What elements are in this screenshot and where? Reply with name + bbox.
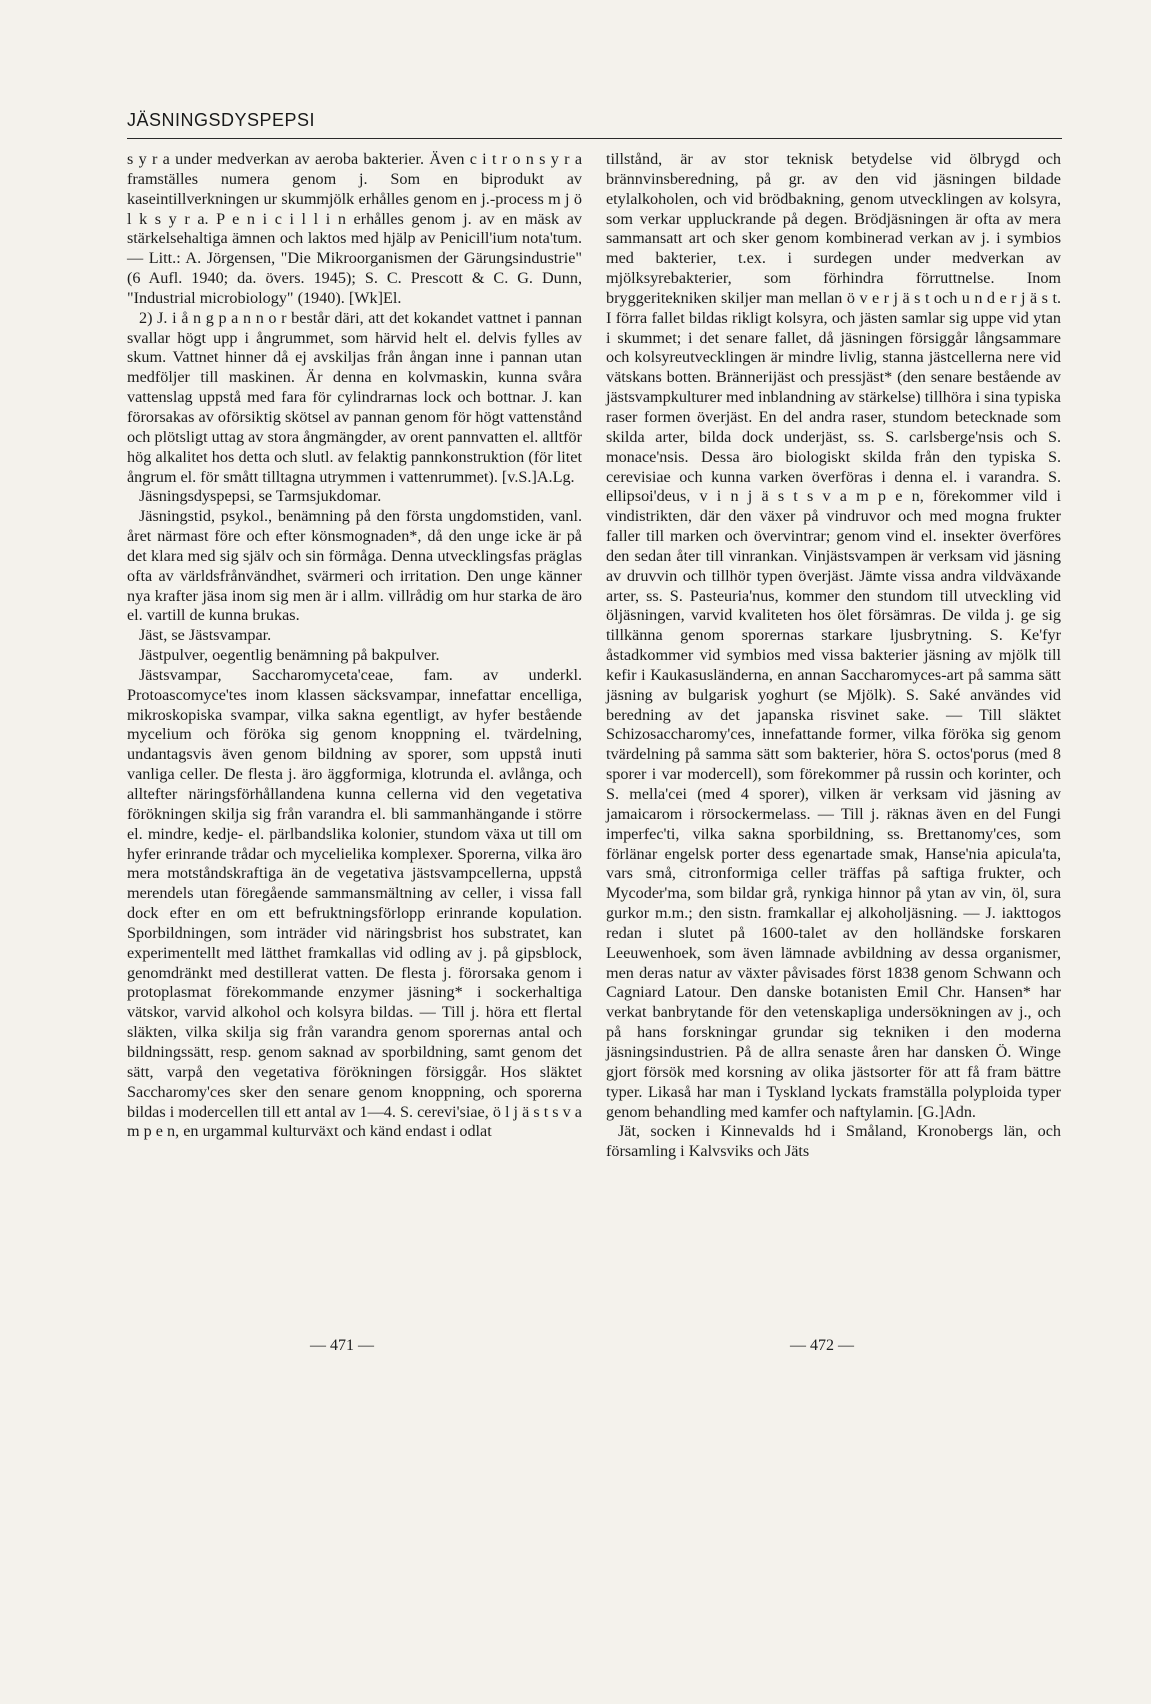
entry-jasningstid: Jäsningstid, psykol., benämning på den första ungdomstiden, vanl. året närmast före och efter könsmognaden*, då den unge icke är på det klara med sig själv och sin förmåga. Denna utvecklingsfas präglas ofta av världsfrånvändhet, svärmeri och irritation. Den unge känner nya krafter jäsa inom sig men är i allm. villrådig om hur starka de äro el. vartill de kunna brukas.	[127, 507, 582, 625]
entry-jat: Jät, socken i Kinnevalds hd i Småland, Kronobergs län, och församling i Kalvsviks och Jäts	[606, 1122, 1061, 1161]
right-column	[606, 150, 1061, 1162]
entry-jastpulver: Jästpulver, oegentlig benämning på bakpulver.	[139, 646, 440, 665]
entry-jasningsdyspepsi: Jäsningsdyspepsi, se Tarmsjukdomar.	[139, 487, 382, 506]
page-number-right: — 472 —	[790, 1337, 854, 1354]
entry-jast: Jäst, se Jästsvampar.	[139, 626, 272, 645]
page-number-left: — 471 —	[310, 1337, 374, 1354]
header-rule	[127, 138, 1062, 139]
paragraph: 2) J. i å n g p a n n o r består däri, att det kokandet vattnet i pannan svallar högt upp i ångrummet, som härvid helt el. delvis fylles av skum. Vattnet hinner då ej avskiljas från ångan inne i pannan utan medföljer till maskinen. Är denna en kolvmaskin, kunna svåra vattenslag uppstå med fara för cylindrarnas lock och bottnar. J. kan förorsakas av oförsiktig skötsel av pannan genom för högt vattenstånd och plötsligt uttag av stora ångmängder, av orent pannvatten el. alltför hög alkalitet hos detta och slutl. av felaktig pannkonstruktion (för litet ångrum el. för smått tilltagna utrymmen i vattenrummet). [v.S.]A.Lg.	[127, 308, 582, 486]
running-head: JÄSNINGSDYSPEPSI	[127, 110, 316, 130]
entry-jastsvampar: Jästsvampar, Saccharomyceta'ceae, fam. av underkl. Protoascomyce'tes inom klassen säcksvampar, innefattar encelliga, mikroskopiska svampar, vilka sakna egentligt, av hyfer bestående mycelium och föröka sig genom knoppning el. tvärdelning, undantagsvis även genom bildning av sporer, som uppstå inuti vanliga celler. De flesta j. äro äggformiga, klotrunda el. avlånga, och alltefter näringsförhållandena kunna cellerna vid den vegetativa förökningen skilja sig från varandra el. bli sammanhängande i större el. mindre, kedje- el. pärlbandslika kolonier, stundom växa ut till om hyfer erinrande trådar och mycelielika komplexer. Sporerna, vilka äro mera motståndskraftiga än de vegetativa jästsvampcellerna, uppstå merendels utan föregående sammansmältning av celler, i vissa fall dock efter en om ett befruktningsförlopp erinrande kopulation. Sporbildningen, som inträder vid näringsbrist hos substratet, kan experimentellt med lätthet framkallas vid odling av j. på gipsblock, genomdränkt med destillerat vatten. De flesta j. förorsaka genom i protoplasmat förekommande enzymer jäsning* i sockerhaltiga vätskor, varvid alkohol och kolsyra bildas. — Till j. höra ett flertal släkten, vilka skilja sig från varandra genom sporernas antal och bildningssätt, resp. genom saknad av sporbildning, samt genom det sätt, varpå den vegetativa förökningen försiggår. Hos släktet Saccharomy'ces sker den senare genom knoppning, och sporerna bildas i modercellen till ett antal av 1—4. S. cerevi'siae, ö l j ä s t s v a m p e n, en urgammal kulturväxt och känd endast i odlat	[127, 665, 582, 1141]
left-column	[127, 150, 582, 1142]
paragraph: tillstånd, är av stor teknisk betydelse vid ölbrygd och brännvinsberedning, på gr. av den vid jäsningen bildade etylalkoholen, och vid brödbakning, genom utvecklingen av kolsyra, som verkar uppluckrande på degen. Brödjäsningen är ofta av mera sammansatt art och sker genom kombinerad verkan av j. i symbios med bakterier, t.ex. i surdegen under medverkan av mjölksyrebakterier, som förhindra förruttnelse. Inom bryggeritekniken skiljer man mellan ö v e r j ä s t och u n d e r j ä s t. I förra fallet bildas rikligt kolsyra, och jästen samlar sig uppe vid ytan i skummet; i det senare fallet, då jäsningen försiggår långsammare och kolsyreutvecklingen är mindre livlig, stanna jästcellerna nere vid vätskans botten. Brännerijäst och pressjäst* (den senare bestående av jästsvampkulturer med inblandning av stärkelse) tillhöra i sina typiska raser formen överjäst. En del andra raser, stundom betecknade som skilda arter, bilda dock underjäst, ss. S. carlsberge'nsis och S. monace'nsis. Dessa äro biologiskt skilda från den typiska S. cerevisiae och kunna varken överföras i denna el. i varandra. S. ellipsoi'deus, v i n j ä s t s v a m p e n, förekommer vild i vindistrikten, där den växer på vindruvor och med mogna frukter faller till marken och övervintrar; genom vind el. insekter överföres den sedan åter till vinrankan. Vinjästsvampen är verksam vid jäsning av druvvin och tillhör typen överjäst. Jämte vissa andra vildväxande arter, ss. S. Pasteuria'nus, kommer den stundom till utveckling vid öljäsningen, varvid kvaliteten hos ölet försämras. De vilda j. ge sig tillkänna genom sporernas starkare ljusbrytning. S. Ke'fyr åstadkommer vid symbios med vissa bakterier jäsning av mjölk till kefir i Kaukasusländerna, en annan Saccharomyces-art på samma sätt jäsning av bulgarisk yoghurt (se Mjölk). S. Saké användes vid beredning av det japanska risvinet sake. — Till släktet Schizosaccharomy'ces, innefattande former, vilka föröka sig genom tvärdelning på samma sätt som bakterier, höra S. octos'porus (med 8 sporer i var modercell), som förekommer på russin och korinter, och S. mella'cei (med 4 sporer), vilken är verksam vid jäsning av jamaicarom i rörsockermelass. — Till j. räknas även en del Fungi imperfec'ti, vilka sakna sporbildning, ss. Brettanomy'ces, som förlänar engelsk porter dess egenartade smak, Hanse'nia apicula'ta, vars små, citronformiga celler träffas på saftiga frukter, och Mycoder'ma, som bildar grå, rynkiga hinnor på ytan av vin, öl, sura gurkor m.m.; den sistn. framkallar ej alkoholjäsning. — J. iakttogos redan i slutet på 1600-talet av den holländske forskaren Leeuwenhoek, som även lämnade avbildning av dessa organismer, men deras natur av växter påvisades först 1838 genom Schwann och Cagniard Latour. Den danske botanisten Emil Chr. Hansen* har verkat banbrytande för den vetenskapliga undersökningen av j., och på hans forskningar grundar sig tekniken i den moderna jäsningsindustrien. På de allra senaste åren har dansken Ö. Winge gjort försök med korsning av olika jästsorter för att få fram bättre typer. Likaså har man i Tyskland lyckats framställa polyploida typer genom behandling med kamfer och naftylamin. [G.]Adn.	[606, 150, 1061, 1121]
paragraph: s y r a under medverkan av aeroba bakterier. Även c i t r o n s y r a framställes numera genom j. Som en biprodukt av kaseintillverkningen ur skummjölk erhålles genom en j.-process m j ö l k s y r a. P e n i c i l l i n erhålles genom j. av en mäsk av stärkelsehaltiga ämnen och laktos med hjälp av Penicill'ium nota'tum. — Litt.: A. Jörgensen, "Die Mikroorganismen der Gärungsindustrie" (6 Aufl. 1940; da. övers. 1945); S. C. Prescott & C. G. Dunn, "Industrial microbiology" (1940). [Wk]El.	[127, 150, 582, 307]
